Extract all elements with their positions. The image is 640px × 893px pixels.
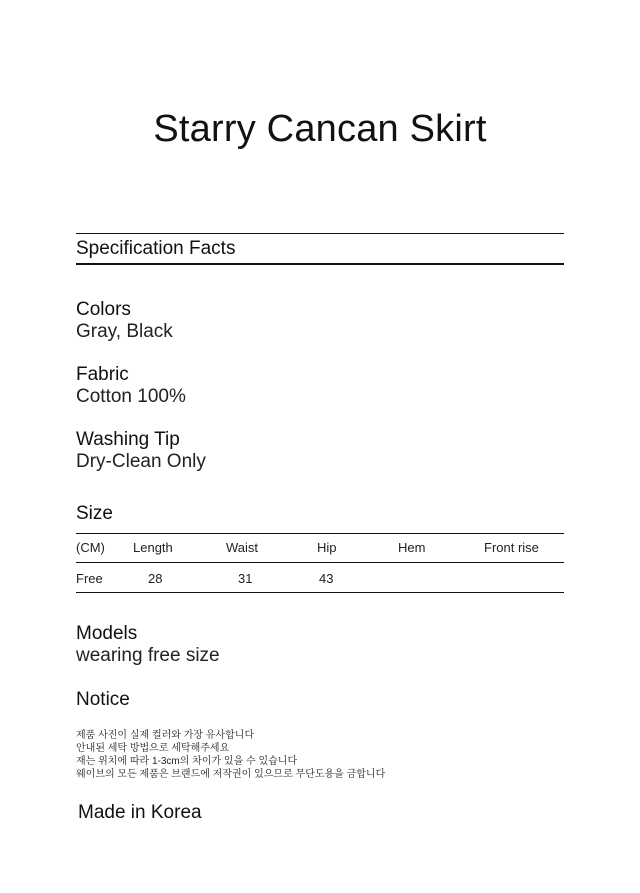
col-header-hem: Hem xyxy=(398,540,426,555)
size-table-bottom-rule xyxy=(76,592,564,593)
product-title: Starry Cancan Skirt xyxy=(153,108,487,150)
notice-line: 안내된 세탁 방법으로 세탁해주세요 xyxy=(76,743,230,754)
table-row xyxy=(76,564,564,593)
size-heading: Size xyxy=(76,503,113,524)
col-header-front-rise: Front rise xyxy=(484,540,539,555)
col-header-length: Length xyxy=(133,540,173,555)
notice-line: 제품 사진이 실제 컬러와 가장 유사합니다 xyxy=(76,730,255,741)
colors-label: Colors xyxy=(76,299,131,320)
waist-value: 31 xyxy=(238,571,253,586)
spec-bottom-rule xyxy=(76,263,564,265)
fabric-label: Fabric xyxy=(76,364,129,385)
spec-top-rule xyxy=(76,233,564,234)
notice-line: 재는 위치에 따라 1-3cm의 차이가 있을 수 있습니다 xyxy=(76,756,298,767)
hip-value: 43 xyxy=(319,571,334,586)
length-value: 28 xyxy=(148,571,163,586)
notice-text xyxy=(76,729,385,781)
origin-text: Made in Korea xyxy=(78,802,202,823)
col-header-hip: Hip xyxy=(317,540,337,555)
washing-tip-label: Washing Tip xyxy=(76,429,180,450)
models-label: Models xyxy=(76,623,138,644)
col-header-waist: Waist xyxy=(226,540,259,555)
col-header-unit: (CM) xyxy=(76,540,105,555)
size-table-mid-rule xyxy=(76,562,564,563)
notice-heading: Notice xyxy=(76,689,130,710)
spec-heading: Specification Facts xyxy=(76,238,236,259)
size-free: Free xyxy=(76,571,103,586)
size-table-header-row xyxy=(76,533,564,562)
fabric-value: Cotton 100% xyxy=(76,386,186,407)
notice-line: 웨이브의 모든 제품은 브랜드에 저작권이 있으므로 무단도용을 금합니다 xyxy=(76,769,386,780)
models-value: wearing free size xyxy=(76,645,220,666)
washing-tip-value: Dry-Clean Only xyxy=(76,451,206,472)
colors-value: Gray, Black xyxy=(76,321,173,342)
